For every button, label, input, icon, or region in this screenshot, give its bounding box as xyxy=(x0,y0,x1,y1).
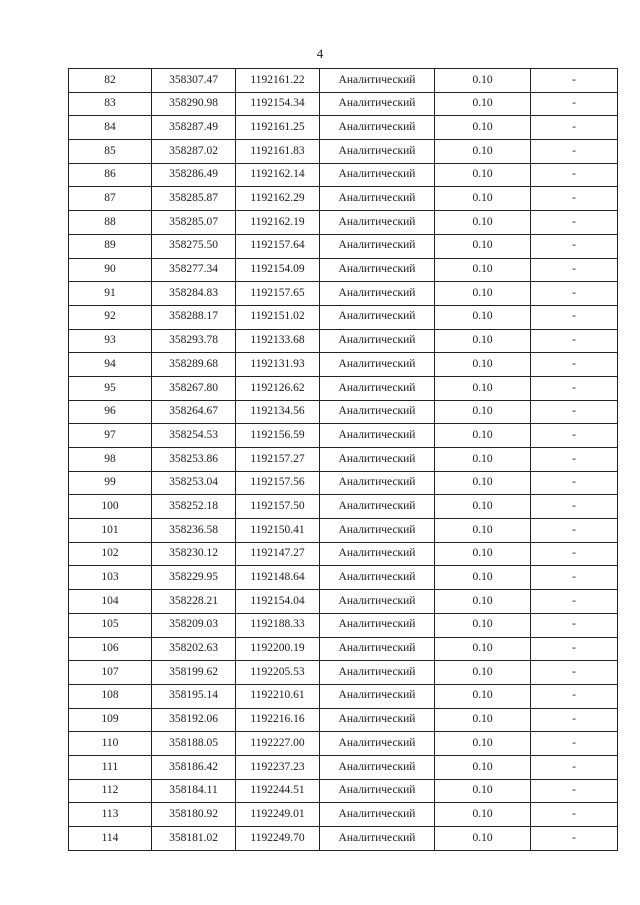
description-cell: - xyxy=(531,400,618,424)
method-cell: Аналитический xyxy=(320,661,435,685)
y-coordinate-cell: 1192157.50 xyxy=(236,495,320,519)
y-coordinate-cell: 1192161.25 xyxy=(236,116,320,140)
y-coordinate-cell: 1192154.34 xyxy=(236,92,320,116)
accuracy-cell: 0.10 xyxy=(435,234,531,258)
description-cell: - xyxy=(531,661,618,685)
point-number-cell: 89 xyxy=(69,234,152,258)
x-coordinate-cell: 358186.42 xyxy=(152,755,236,779)
y-coordinate-cell: 1192227.00 xyxy=(236,732,320,756)
accuracy-cell: 0.10 xyxy=(435,163,531,187)
description-cell: - xyxy=(531,163,618,187)
description-cell: - xyxy=(531,708,618,732)
accuracy-cell: 0.10 xyxy=(435,613,531,637)
accuracy-cell: 0.10 xyxy=(435,803,531,827)
method-cell: Аналитический xyxy=(320,471,435,495)
method-cell: Аналитический xyxy=(320,590,435,614)
accuracy-cell: 0.10 xyxy=(435,116,531,140)
accuracy-cell: 0.10 xyxy=(435,448,531,472)
y-coordinate-cell: 1192162.14 xyxy=(236,163,320,187)
description-cell: - xyxy=(531,827,618,851)
point-number-cell: 102 xyxy=(69,542,152,566)
method-cell: Аналитический xyxy=(320,637,435,661)
method-cell: Аналитический xyxy=(320,116,435,140)
description-cell: - xyxy=(531,519,618,543)
point-number-cell: 95 xyxy=(69,376,152,400)
table-row xyxy=(69,448,618,472)
page-number: 4 xyxy=(316,46,324,61)
point-number-cell: 96 xyxy=(69,400,152,424)
description-cell: - xyxy=(531,424,618,448)
table-row xyxy=(69,708,618,732)
table-row xyxy=(69,661,618,685)
y-coordinate-cell: 1192133.68 xyxy=(236,329,320,353)
y-coordinate-cell: 1192147.27 xyxy=(236,542,320,566)
description-cell: - xyxy=(531,590,618,614)
x-coordinate-cell: 358229.95 xyxy=(152,566,236,590)
accuracy-cell: 0.10 xyxy=(435,305,531,329)
y-coordinate-cell: 1192244.51 xyxy=(236,779,320,803)
description-cell: - xyxy=(531,69,618,93)
x-coordinate-cell: 358277.34 xyxy=(152,258,236,282)
y-coordinate-cell: 1192157.56 xyxy=(236,471,320,495)
y-coordinate-cell: 1192162.19 xyxy=(236,211,320,235)
description-cell: - xyxy=(531,187,618,211)
method-cell: Аналитический xyxy=(320,779,435,803)
description-cell: - xyxy=(531,803,618,827)
x-coordinate-cell: 358230.12 xyxy=(152,542,236,566)
table-row xyxy=(69,519,618,543)
description-cell: - xyxy=(531,542,618,566)
y-coordinate-cell: 1192131.93 xyxy=(236,353,320,377)
table-row xyxy=(69,424,618,448)
accuracy-cell: 0.10 xyxy=(435,140,531,164)
accuracy-cell: 0.10 xyxy=(435,732,531,756)
table-row xyxy=(69,684,618,708)
x-coordinate-cell: 358287.02 xyxy=(152,140,236,164)
table-row xyxy=(69,542,618,566)
point-number-cell: 108 xyxy=(69,684,152,708)
table-row xyxy=(69,495,618,519)
description-cell: - xyxy=(531,495,618,519)
x-coordinate-cell: 358288.17 xyxy=(152,305,236,329)
description-cell: - xyxy=(531,637,618,661)
description-cell: - xyxy=(531,282,618,306)
point-number-cell: 107 xyxy=(69,661,152,685)
y-coordinate-cell: 1192205.53 xyxy=(236,661,320,685)
description-cell: - xyxy=(531,234,618,258)
y-coordinate-cell: 1192154.04 xyxy=(236,590,320,614)
accuracy-cell: 0.10 xyxy=(435,69,531,93)
method-cell: Аналитический xyxy=(320,140,435,164)
y-coordinate-cell: 1192151.02 xyxy=(236,305,320,329)
method-cell: Аналитический xyxy=(320,613,435,637)
point-number-cell: 113 xyxy=(69,803,152,827)
point-number-cell: 97 xyxy=(69,424,152,448)
point-number-cell: 86 xyxy=(69,163,152,187)
y-coordinate-cell: 1192154.09 xyxy=(236,258,320,282)
x-coordinate-cell: 358264.67 xyxy=(152,400,236,424)
point-number-cell: 90 xyxy=(69,258,152,282)
point-number-cell: 110 xyxy=(69,732,152,756)
x-coordinate-cell: 358236.58 xyxy=(152,519,236,543)
table-row xyxy=(69,613,618,637)
y-coordinate-cell: 1192200.19 xyxy=(236,637,320,661)
table-row xyxy=(69,163,618,187)
table-row xyxy=(69,353,618,377)
method-cell: Аналитический xyxy=(320,305,435,329)
x-coordinate-cell: 358289.68 xyxy=(152,353,236,377)
accuracy-cell: 0.10 xyxy=(435,400,531,424)
x-coordinate-cell: 358192.06 xyxy=(152,708,236,732)
x-coordinate-cell: 358184.11 xyxy=(152,779,236,803)
accuracy-cell: 0.10 xyxy=(435,471,531,495)
accuracy-cell: 0.10 xyxy=(435,684,531,708)
point-number-cell: 103 xyxy=(69,566,152,590)
y-coordinate-cell: 1192157.27 xyxy=(236,448,320,472)
y-coordinate-cell: 1192249.70 xyxy=(236,827,320,851)
table-row xyxy=(69,92,618,116)
point-number-cell: 85 xyxy=(69,140,152,164)
method-cell: Аналитический xyxy=(320,353,435,377)
y-coordinate-cell: 1192161.83 xyxy=(236,140,320,164)
point-number-cell: 104 xyxy=(69,590,152,614)
method-cell: Аналитический xyxy=(320,69,435,93)
accuracy-cell: 0.10 xyxy=(435,827,531,851)
point-number-cell: 98 xyxy=(69,448,152,472)
method-cell: Аналитический xyxy=(320,495,435,519)
accuracy-cell: 0.10 xyxy=(435,187,531,211)
description-cell: - xyxy=(531,779,618,803)
method-cell: Аналитический xyxy=(320,827,435,851)
description-cell: - xyxy=(531,732,618,756)
method-cell: Аналитический xyxy=(320,566,435,590)
method-cell: Аналитический xyxy=(320,376,435,400)
accuracy-cell: 0.10 xyxy=(435,566,531,590)
point-number-cell: 91 xyxy=(69,282,152,306)
description-cell: - xyxy=(531,92,618,116)
y-coordinate-cell: 1192210.61 xyxy=(236,684,320,708)
description-cell: - xyxy=(531,755,618,779)
description-cell: - xyxy=(531,448,618,472)
accuracy-cell: 0.10 xyxy=(435,779,531,803)
point-number-cell: 106 xyxy=(69,637,152,661)
method-cell: Аналитический xyxy=(320,542,435,566)
x-coordinate-cell: 358286.49 xyxy=(152,163,236,187)
x-coordinate-cell: 358293.78 xyxy=(152,329,236,353)
y-coordinate-cell: 1192188.33 xyxy=(236,613,320,637)
point-number-cell: 112 xyxy=(69,779,152,803)
description-cell: - xyxy=(531,211,618,235)
table-row xyxy=(69,732,618,756)
coordinates-table xyxy=(68,68,618,851)
accuracy-cell: 0.10 xyxy=(435,424,531,448)
y-coordinate-cell: 1192249.01 xyxy=(236,803,320,827)
method-cell: Аналитический xyxy=(320,92,435,116)
table-row xyxy=(69,282,618,306)
method-cell: Аналитический xyxy=(320,211,435,235)
method-cell: Аналитический xyxy=(320,519,435,543)
point-number-cell: 100 xyxy=(69,495,152,519)
y-coordinate-cell: 1192134.56 xyxy=(236,400,320,424)
point-number-cell: 114 xyxy=(69,827,152,851)
point-number-cell: 109 xyxy=(69,708,152,732)
table-row xyxy=(69,400,618,424)
y-coordinate-cell: 1192156.59 xyxy=(236,424,320,448)
method-cell: Аналитический xyxy=(320,400,435,424)
x-coordinate-cell: 358267.80 xyxy=(152,376,236,400)
x-coordinate-cell: 358290.98 xyxy=(152,92,236,116)
table-row xyxy=(69,779,618,803)
point-number-cell: 92 xyxy=(69,305,152,329)
table-row xyxy=(69,376,618,400)
method-cell: Аналитический xyxy=(320,803,435,827)
accuracy-cell: 0.10 xyxy=(435,590,531,614)
y-coordinate-cell: 1192157.65 xyxy=(236,282,320,306)
description-cell: - xyxy=(531,353,618,377)
table-row xyxy=(69,116,618,140)
table-row xyxy=(69,827,618,851)
table-row xyxy=(69,566,618,590)
y-coordinate-cell: 1192237.23 xyxy=(236,755,320,779)
method-cell: Аналитический xyxy=(320,708,435,732)
table-row xyxy=(69,755,618,779)
accuracy-cell: 0.10 xyxy=(435,258,531,282)
accuracy-cell: 0.10 xyxy=(435,329,531,353)
x-coordinate-cell: 358253.04 xyxy=(152,471,236,495)
accuracy-cell: 0.10 xyxy=(435,519,531,543)
method-cell: Аналитический xyxy=(320,684,435,708)
description-cell: - xyxy=(531,305,618,329)
point-number-cell: 88 xyxy=(69,211,152,235)
method-cell: Аналитический xyxy=(320,329,435,353)
point-number-cell: 84 xyxy=(69,116,152,140)
y-coordinate-cell: 1192150.41 xyxy=(236,519,320,543)
method-cell: Аналитический xyxy=(320,187,435,211)
table-row xyxy=(69,140,618,164)
accuracy-cell: 0.10 xyxy=(435,661,531,685)
y-coordinate-cell: 1192216.16 xyxy=(236,708,320,732)
accuracy-cell: 0.10 xyxy=(435,542,531,566)
method-cell: Аналитический xyxy=(320,755,435,779)
accuracy-cell: 0.10 xyxy=(435,708,531,732)
point-number-cell: 93 xyxy=(69,329,152,353)
method-cell: Аналитический xyxy=(320,732,435,756)
x-coordinate-cell: 358254.53 xyxy=(152,424,236,448)
method-cell: Аналитический xyxy=(320,258,435,282)
x-coordinate-cell: 358287.49 xyxy=(152,116,236,140)
table-row xyxy=(69,69,618,93)
table-row xyxy=(69,803,618,827)
x-coordinate-cell: 358228.21 xyxy=(152,590,236,614)
point-number-cell: 101 xyxy=(69,519,152,543)
x-coordinate-cell: 358285.87 xyxy=(152,187,236,211)
point-number-cell: 111 xyxy=(69,755,152,779)
table-row xyxy=(69,471,618,495)
x-coordinate-cell: 358285.07 xyxy=(152,211,236,235)
table-row xyxy=(69,234,618,258)
description-cell: - xyxy=(531,613,618,637)
table-row xyxy=(69,305,618,329)
accuracy-cell: 0.10 xyxy=(435,376,531,400)
table-row xyxy=(69,258,618,282)
method-cell: Аналитический xyxy=(320,163,435,187)
description-cell: - xyxy=(531,258,618,282)
x-coordinate-cell: 358181.02 xyxy=(152,827,236,851)
accuracy-cell: 0.10 xyxy=(435,755,531,779)
description-cell: - xyxy=(531,471,618,495)
accuracy-cell: 0.10 xyxy=(435,211,531,235)
x-coordinate-cell: 358202.63 xyxy=(152,637,236,661)
table-row xyxy=(69,329,618,353)
x-coordinate-cell: 358199.62 xyxy=(152,661,236,685)
table-row xyxy=(69,187,618,211)
description-cell: - xyxy=(531,566,618,590)
point-number-cell: 105 xyxy=(69,613,152,637)
x-coordinate-cell: 358253.86 xyxy=(152,448,236,472)
x-coordinate-cell: 358275.50 xyxy=(152,234,236,258)
x-coordinate-cell: 358209.03 xyxy=(152,613,236,637)
description-cell: - xyxy=(531,116,618,140)
point-number-cell: 94 xyxy=(69,353,152,377)
point-number-cell: 83 xyxy=(69,92,152,116)
accuracy-cell: 0.10 xyxy=(435,353,531,377)
table-row xyxy=(69,211,618,235)
description-cell: - xyxy=(531,329,618,353)
y-coordinate-cell: 1192148.64 xyxy=(236,566,320,590)
x-coordinate-cell: 358180.92 xyxy=(152,803,236,827)
x-coordinate-cell: 358307.47 xyxy=(152,69,236,93)
method-cell: Аналитический xyxy=(320,448,435,472)
x-coordinate-cell: 358195.14 xyxy=(152,684,236,708)
x-coordinate-cell: 358284.83 xyxy=(152,282,236,306)
y-coordinate-cell: 1192162.29 xyxy=(236,187,320,211)
y-coordinate-cell: 1192157.64 xyxy=(236,234,320,258)
description-cell: - xyxy=(531,376,618,400)
accuracy-cell: 0.10 xyxy=(435,637,531,661)
table-row xyxy=(69,637,618,661)
accuracy-cell: 0.10 xyxy=(435,495,531,519)
accuracy-cell: 0.10 xyxy=(435,282,531,306)
accuracy-cell: 0.10 xyxy=(435,92,531,116)
table-row xyxy=(69,590,618,614)
method-cell: Аналитический xyxy=(320,424,435,448)
point-number-cell: 99 xyxy=(69,471,152,495)
table-body xyxy=(69,69,618,851)
point-number-cell: 82 xyxy=(69,69,152,93)
description-cell: - xyxy=(531,684,618,708)
y-coordinate-cell: 1192126.62 xyxy=(236,376,320,400)
description-cell: - xyxy=(531,140,618,164)
x-coordinate-cell: 358188.05 xyxy=(152,732,236,756)
x-coordinate-cell: 358252.18 xyxy=(152,495,236,519)
point-number-cell: 87 xyxy=(69,187,152,211)
method-cell: Аналитический xyxy=(320,234,435,258)
y-coordinate-cell: 1192161.22 xyxy=(236,69,320,93)
method-cell: Аналитический xyxy=(320,282,435,306)
